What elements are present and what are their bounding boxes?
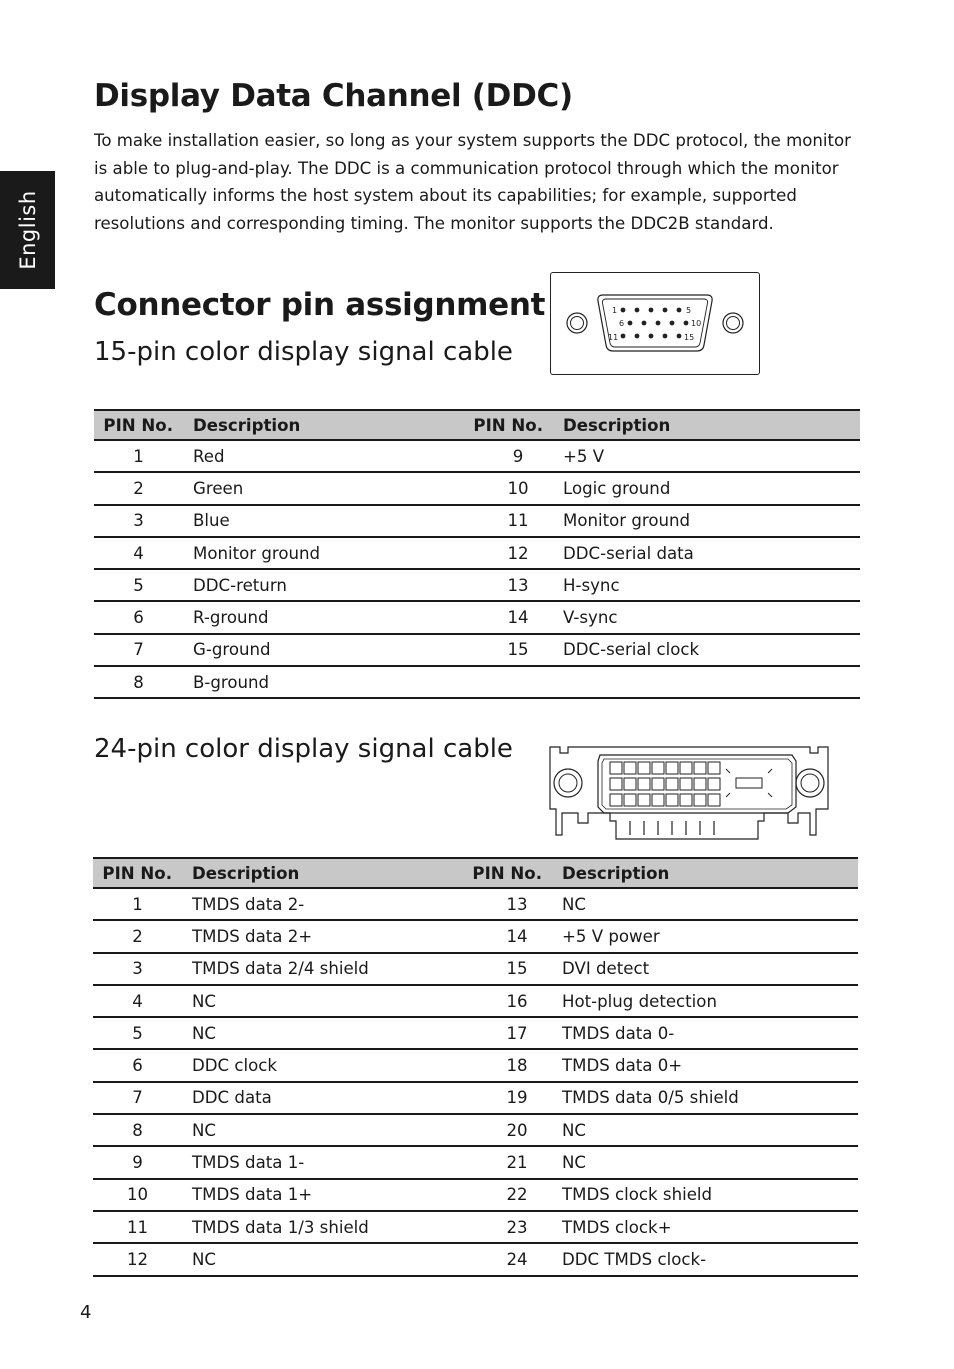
dvi-screw-left bbox=[554, 769, 582, 797]
pin-number: 7 bbox=[94, 634, 183, 666]
pin-number: 18 bbox=[452, 1049, 552, 1081]
pin-description: NC bbox=[182, 985, 452, 1017]
pin-number: 22 bbox=[452, 1179, 552, 1211]
pin-number: 10 bbox=[93, 1179, 182, 1211]
table-row bbox=[94, 505, 860, 537]
pin-description: Green bbox=[183, 472, 453, 504]
pin-number: 7 bbox=[93, 1082, 182, 1114]
vga-pin-label-1: 1 bbox=[612, 306, 618, 315]
pin-number: 15 bbox=[452, 953, 552, 985]
pin-number: 12 bbox=[453, 537, 553, 569]
pin-description: +5 V power bbox=[552, 920, 858, 952]
table-row bbox=[93, 1146, 858, 1178]
dvi-bracket bbox=[550, 747, 828, 839]
ddc-heading: Display Data Channel (DDC) bbox=[94, 78, 573, 114]
pin-number: 4 bbox=[94, 537, 183, 569]
vga-screw-left bbox=[567, 313, 587, 333]
pin-number: 13 bbox=[453, 569, 553, 601]
pin-number: 6 bbox=[93, 1049, 182, 1081]
pin-description: NC bbox=[182, 1243, 452, 1275]
table-row bbox=[93, 1114, 858, 1146]
language-tab-label: English bbox=[15, 190, 40, 270]
table-row bbox=[93, 953, 858, 985]
dvi-contacts bbox=[630, 821, 714, 835]
pin-number: 21 bbox=[452, 1146, 552, 1178]
table-row bbox=[94, 569, 860, 601]
table-row bbox=[94, 601, 860, 633]
pin-description: DDC-serial data bbox=[553, 537, 860, 569]
table-row bbox=[93, 1017, 858, 1049]
pin-number: 5 bbox=[94, 569, 183, 601]
header-pin-no: PIN No. bbox=[453, 410, 553, 440]
table-row bbox=[93, 1211, 858, 1243]
pin-number bbox=[453, 666, 553, 698]
pin-number: 9 bbox=[453, 440, 553, 472]
header-description: Description bbox=[553, 410, 860, 440]
pin-description: TMDS data 2- bbox=[182, 888, 452, 920]
header-pin-no: PIN No. bbox=[94, 410, 183, 440]
pin-description: NC bbox=[552, 1114, 858, 1146]
pin-number: 2 bbox=[93, 920, 182, 952]
pin-description: NC bbox=[552, 1146, 858, 1178]
pin-description: G-ground bbox=[183, 634, 453, 666]
pin-description: H-sync bbox=[553, 569, 860, 601]
pin-number: 20 bbox=[452, 1114, 552, 1146]
pin-description bbox=[553, 666, 860, 698]
table-row bbox=[94, 537, 860, 569]
vga-pin-label-15: 15 bbox=[684, 333, 695, 342]
table-row bbox=[94, 666, 860, 698]
pin-description: R-ground bbox=[183, 601, 453, 633]
dvi-connector-icon bbox=[548, 743, 830, 840]
vga-pin-table bbox=[94, 409, 860, 699]
pin-description: DDC data bbox=[182, 1082, 452, 1114]
dvi-screw-right bbox=[796, 769, 824, 797]
pin-description: Hot-plug detection bbox=[552, 985, 858, 1017]
pin-description: Monitor ground bbox=[183, 537, 453, 569]
pin-number: 17 bbox=[452, 1017, 552, 1049]
pin-number: 5 bbox=[93, 1017, 182, 1049]
table-row bbox=[94, 634, 860, 666]
pin-description: Red bbox=[183, 440, 453, 472]
pin-number: 10 bbox=[453, 472, 553, 504]
pin-number: 16 bbox=[452, 985, 552, 1017]
pin-number: 3 bbox=[93, 953, 182, 985]
pin-number: 4 bbox=[93, 985, 182, 1017]
table-row bbox=[93, 1179, 858, 1211]
pin-description: TMDS clock+ bbox=[552, 1211, 858, 1243]
dvi-pin-grid bbox=[610, 762, 772, 806]
pin-number: 2 bbox=[94, 472, 183, 504]
dvi-pin-table bbox=[93, 857, 858, 1277]
pin-description: TMDS data 0+ bbox=[552, 1049, 858, 1081]
vga-pins bbox=[621, 306, 692, 339]
pin-number: 11 bbox=[453, 505, 553, 537]
pin-description: NC bbox=[182, 1017, 452, 1049]
table-row bbox=[94, 472, 860, 504]
pin-number: 14 bbox=[453, 601, 553, 633]
table-row bbox=[94, 440, 860, 472]
table-row bbox=[93, 1049, 858, 1081]
table-header-row bbox=[93, 858, 858, 888]
pin-number: 1 bbox=[93, 888, 182, 920]
connector-heading: Connector pin assignment bbox=[94, 287, 546, 323]
table-row bbox=[93, 985, 858, 1017]
pin-number: 8 bbox=[94, 666, 183, 698]
pin-description: TMDS data 2/4 shield bbox=[182, 953, 452, 985]
pin-description: TMDS data 0/5 shield bbox=[552, 1082, 858, 1114]
pin-description: Blue bbox=[183, 505, 453, 537]
pin-description: TMDS data 1- bbox=[182, 1146, 452, 1178]
pin-number: 24 bbox=[452, 1243, 552, 1275]
pin-number: 9 bbox=[93, 1146, 182, 1178]
pin-description: TMDS data 1+ bbox=[182, 1179, 452, 1211]
pin-description: NC bbox=[182, 1114, 452, 1146]
page-number: 4 bbox=[80, 1302, 92, 1323]
pin-number: 3 bbox=[94, 505, 183, 537]
pin-number: 14 bbox=[452, 920, 552, 952]
header-pin-no: PIN No. bbox=[93, 858, 182, 888]
pin-description: +5 V bbox=[553, 440, 860, 472]
pin-description: DDC TMDS clock- bbox=[552, 1243, 858, 1275]
pin-description: Monitor ground bbox=[553, 505, 860, 537]
table-row bbox=[93, 888, 858, 920]
pin-description: TMDS data 2+ bbox=[182, 920, 452, 952]
dvi-shell bbox=[598, 755, 796, 813]
pin-number: 23 bbox=[452, 1211, 552, 1243]
vga-pin-label-11: 11 bbox=[608, 333, 619, 342]
pin-description: DDC-return bbox=[183, 569, 453, 601]
vga-pin-label-10: 10 bbox=[691, 319, 702, 328]
dvi-cable-heading: 24-pin color display signal cable bbox=[94, 734, 513, 764]
pin-number: 1 bbox=[94, 440, 183, 472]
vga-connector-icon bbox=[550, 272, 760, 375]
vga-pin-label-5: 5 bbox=[686, 306, 692, 315]
pin-description: TMDS data 0- bbox=[552, 1017, 858, 1049]
header-description: Description bbox=[183, 410, 453, 440]
pin-description: TMDS clock shield bbox=[552, 1179, 858, 1211]
pin-description: V-sync bbox=[553, 601, 860, 633]
pin-number: 8 bbox=[93, 1114, 182, 1146]
pin-description: DDC clock bbox=[182, 1049, 452, 1081]
vga-screw-right bbox=[723, 313, 743, 333]
pin-description: NC bbox=[552, 888, 858, 920]
ddc-description: To make installation easier, so long as your system supports the DDC protocol, the monitor is able to plug-and-play. The DDC is a communication protocol through which the monitor automatically informs the host system about its capabilities; for example, supported resolutions and corresponding timing. The monitor supports the DDC2B standard. bbox=[94, 131, 852, 233]
header-description: Description bbox=[182, 858, 452, 888]
language-tab bbox=[0, 171, 55, 289]
vga-cable-heading: 15-pin color display signal cable bbox=[94, 337, 513, 367]
pin-description: DVI detect bbox=[552, 953, 858, 985]
vga-pin-label-6: 6 bbox=[619, 319, 625, 328]
header-description: Description bbox=[552, 858, 858, 888]
pin-description: TMDS data 1/3 shield bbox=[182, 1211, 452, 1243]
pin-description: DDC-serial clock bbox=[553, 634, 860, 666]
pin-number: 15 bbox=[453, 634, 553, 666]
pin-number: 19 bbox=[452, 1082, 552, 1114]
table-header-row bbox=[94, 410, 860, 440]
pin-number: 12 bbox=[93, 1243, 182, 1275]
table-row bbox=[93, 1082, 858, 1114]
pin-description: Logic ground bbox=[553, 472, 860, 504]
table-row bbox=[93, 920, 858, 952]
pin-number: 11 bbox=[93, 1211, 182, 1243]
pin-number: 13 bbox=[452, 888, 552, 920]
header-pin-no: PIN No. bbox=[452, 858, 552, 888]
table-row bbox=[93, 1243, 858, 1275]
pin-description: B-ground bbox=[183, 666, 453, 698]
pin-number: 6 bbox=[94, 601, 183, 633]
